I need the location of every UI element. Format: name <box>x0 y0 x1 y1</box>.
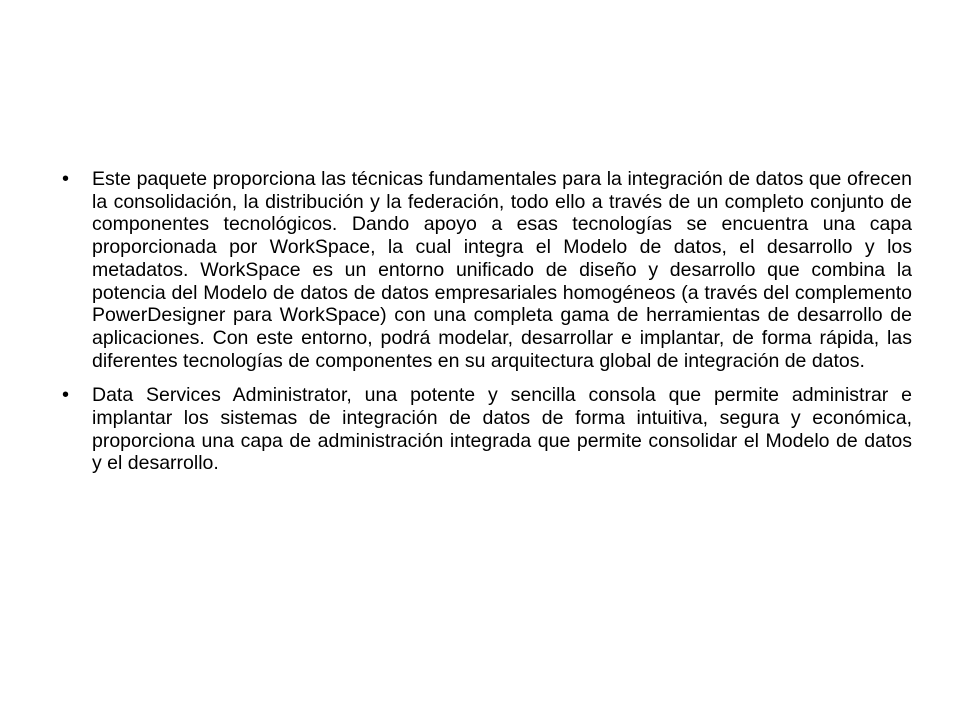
bullet-item-data-services <box>62 384 912 475</box>
slide-content <box>62 168 912 487</box>
bullet-text-data-services: Data Services Administrator, una potente y sencilla consola que permite administrar e implantar los sistemas de integración de datos de forma intuitiva, segura y económica, proporciona una capa de administración integrada que permite consolidar el Modelo de datos y el desarrollo. <box>92 384 912 475</box>
bullet-item-workspace <box>62 168 912 372</box>
bullet-list <box>62 168 912 475</box>
bullet-icon: • <box>62 384 70 407</box>
bullet-text-workspace: Este paquete proporciona las técnicas fundamentales para la integración de datos que ofrecen la consolidación, la distribución y la federación, todo ello a través de un completo conjunto de componentes tecnológicos. Dando apoyo a esas tecnologías se encuentra una capa proporcionada por WorkSpace, la cual integra el Modelo de datos, el desarrollo y los metadatos. WorkSpace es un entorno unificado de diseño y desarrollo que combina la potencia del Modelo de datos de datos empresariales homogéneos (a través del complemento PowerDesigner para WorkSpace) con una completa gama de herramientas de desarrollo de aplicaciones. Con este entorno, podrá modelar, desarrollar e implantar, de forma rápida, las diferentes tecnologías de componentes en su arquitectura global de integración de datos. <box>92 168 912 372</box>
bullet-icon: • <box>62 168 70 190</box>
